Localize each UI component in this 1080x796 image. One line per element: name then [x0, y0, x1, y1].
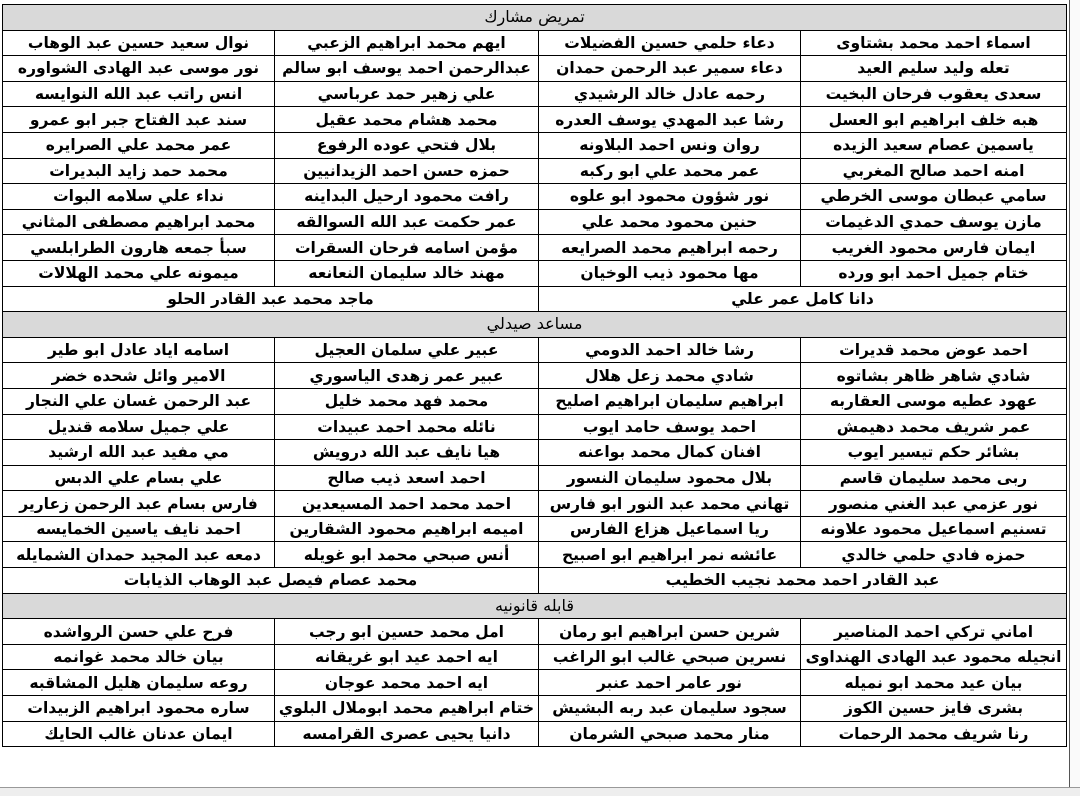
- name-cell: محمد فهد محمد خليل: [275, 388, 539, 414]
- table-row: [3, 260, 1067, 286]
- name-cell: احمد نايف ياسين الخمايسه: [3, 516, 275, 542]
- name-cell: اماني تركي احمد المناصير: [801, 619, 1067, 645]
- name-cell: عمر شريف محمد دهيمش: [801, 414, 1067, 440]
- name-cell: عبير عمر زهدى الياسوري: [275, 363, 539, 389]
- name-cell: انس راتب عبد الله النوايسه: [3, 81, 275, 107]
- name-cell: احمد محمد احمد المسيعدين: [275, 491, 539, 517]
- name-cell: عهود عطيه موسى العقاربه: [801, 388, 1067, 414]
- name-cell: فرح علي حسن الرواشده: [3, 619, 275, 645]
- name-cell: مها محمود ذيب الوخيان: [539, 260, 801, 286]
- table-row: [3, 414, 1067, 440]
- table-row: [3, 209, 1067, 235]
- name-cell: ايمان فارس محمود الغريب: [801, 235, 1067, 261]
- table-row: [3, 670, 1067, 696]
- name-cell: هبه خلف ابراهيم ابو العسل: [801, 107, 1067, 133]
- name-cell: مي مفيد عبد الله ارشيد: [3, 440, 275, 466]
- table-row: [3, 542, 1067, 568]
- name-cell: عمر محمد علي الصرايره: [3, 132, 275, 158]
- table-row: [3, 388, 1067, 414]
- name-cell: ميمونه علي محمد الهلالات: [3, 260, 275, 286]
- name-cell: دانيا يحيى عصرى القرامسه: [275, 721, 539, 747]
- table-row: [3, 337, 1067, 363]
- name-cell: رافت محمود ارحيل البداينه: [275, 184, 539, 210]
- name-cell: شرين حسن ابراهيم ابو رمان: [539, 619, 801, 645]
- name-cell: منار محمد صبحي الشرمان: [539, 721, 801, 747]
- name-cell: احمد يوسف حامد ايوب: [539, 414, 801, 440]
- name-cell: رحمه عادل خالد الرشيدي: [539, 81, 801, 107]
- name-cell: امل محمد حسين ابو رجب: [275, 619, 539, 645]
- name-cell: سجود سليمان عبد ربه البشيش: [539, 696, 801, 722]
- section-header-row: [3, 593, 1067, 619]
- name-cell: تعله وليد سليم العيد: [801, 56, 1067, 82]
- name-cell: سامي عبطان موسى الخرطي: [801, 184, 1067, 210]
- table-row: [3, 465, 1067, 491]
- name-cell-merged: دانا كامل عمر علي: [539, 286, 1067, 312]
- name-cell: ايهم محمد ابراهيم الزعبي: [275, 30, 539, 56]
- table-row: [3, 516, 1067, 542]
- name-cell: روان ونس احمد البلاونه: [539, 132, 801, 158]
- name-cell: عائشه نمر ابراهيم ابو اصبيح: [539, 542, 801, 568]
- name-cell: ختام ابراهيم محمد ابوملال البلوي: [275, 696, 539, 722]
- names-sheet: [2, 4, 1066, 747]
- name-cell: امنه احمد صالح المغربي: [801, 158, 1067, 184]
- vertical-scrollbar[interactable]: [1069, 0, 1080, 796]
- name-cell: دعاء حلمي حسين الفضيلات: [539, 30, 801, 56]
- table-row: [3, 184, 1067, 210]
- table-row: [3, 56, 1067, 82]
- section-title: مساعد صيدلي: [3, 312, 1067, 338]
- name-cell: مازن يوسف حمدي الدغيمات: [801, 209, 1067, 235]
- name-cell: ابراهيم سليمان ابراهيم اصليح: [539, 388, 801, 414]
- name-cell: بشائر حكم تيسير ايوب: [801, 440, 1067, 466]
- name-cell: نور عزمي عبد الغني منصور: [801, 491, 1067, 517]
- name-cell: ربى محمد سليمان قاسم: [801, 465, 1067, 491]
- name-cell-merged: محمد عصام فيصل عبد الوهاب الذيابات: [3, 568, 539, 594]
- section-header-row: [3, 5, 1067, 31]
- name-cell: ايمان عدنان غالب الحايك: [3, 721, 275, 747]
- name-cell: بيان عيد محمد ابو نميله: [801, 670, 1067, 696]
- name-cell: حمزه حسن احمد الزيدانيين: [275, 158, 539, 184]
- name-cell: اسماء احمد محمد بشتاوى: [801, 30, 1067, 56]
- table-row: [3, 107, 1067, 133]
- table-row: [3, 440, 1067, 466]
- horizontal-scrollbar[interactable]: [0, 787, 1080, 796]
- name-cell: نداء علي سلامه البوات: [3, 184, 275, 210]
- section-title: قابله قانونيه: [3, 593, 1067, 619]
- table-row: [3, 491, 1067, 517]
- name-cell: عبدالرحمن احمد يوسف ابو سالم: [275, 56, 539, 82]
- names-table: [2, 4, 1067, 747]
- table-row: [3, 132, 1067, 158]
- name-cell: رحمه ابراهيم محمد الصرايعه: [539, 235, 801, 261]
- table-row: [3, 696, 1067, 722]
- name-cell: علي جميل سلامه قنديل: [3, 414, 275, 440]
- name-cell: نوال سعيد حسين عبد الوهاب: [3, 30, 275, 56]
- name-cell: روعه سليمان هليل المشاقبه: [3, 670, 275, 696]
- name-cell: هيا نايف عبد الله درويش: [275, 440, 539, 466]
- name-cell: بشرى فايز حسين الكوز: [801, 696, 1067, 722]
- name-cell: نور موسى عبد الهادى الشواوره: [3, 56, 275, 82]
- name-cell: عبير علي سلمان العجيل: [275, 337, 539, 363]
- name-cell: حمزه فادي حلمي خالدي: [801, 542, 1067, 568]
- name-cell: انجيله محمود عبد الهادى الهنداوى: [801, 644, 1067, 670]
- name-cell: احمد عوض محمد قديرات: [801, 337, 1067, 363]
- name-cell: فارس بسام عبد الرحمن زعارير: [3, 491, 275, 517]
- name-cell: شادي شاهر ظاهر بشاتوه: [801, 363, 1067, 389]
- name-cell: مؤمن اسامه فرحان السقرات: [275, 235, 539, 261]
- table-row: [3, 721, 1067, 747]
- name-cell: تسنيم اسماعيل محمود علاونه: [801, 516, 1067, 542]
- name-cell: عمر حكمت عبد الله السوالقه: [275, 209, 539, 235]
- name-cell: الامير وائل شحده خضر: [3, 363, 275, 389]
- table-row: [3, 619, 1067, 645]
- name-cell: احمد اسعد ذيب صالح: [275, 465, 539, 491]
- table-row: [3, 363, 1067, 389]
- section-title: تمريض مشارك: [3, 5, 1067, 31]
- name-cell: ساره محمود ابراهيم الزبيدات: [3, 696, 275, 722]
- name-cell: عمر محمد علي ابو ركبه: [539, 158, 801, 184]
- name-cell: سند عبد الفتاح جبر ابو عمرو: [3, 107, 275, 133]
- name-cell-merged: عبد القادر احمد محمد نجيب الخطيب: [539, 568, 1067, 594]
- name-cell: دمعه عبد المجيد حمدان الشمايله: [3, 542, 275, 568]
- name-cell: رنا شريف محمد الرحمات: [801, 721, 1067, 747]
- table-row: [3, 81, 1067, 107]
- name-cell: نسرين صبحي غالب ابو الراغب: [539, 644, 801, 670]
- name-cell: مهند خالد سليمان النعانعه: [275, 260, 539, 286]
- name-cell: حنين محمود محمد علي: [539, 209, 801, 235]
- name-cell: اسامه اياد عادل ابو طير: [3, 337, 275, 363]
- name-cell: علي بسام علي الدبس: [3, 465, 275, 491]
- name-cell-merged: ماجد محمد عبد القادر الحلو: [3, 286, 539, 312]
- table-row-merged: [3, 286, 1067, 312]
- name-cell: محمد هشام محمد عقيل: [275, 107, 539, 133]
- name-cell: أنس صبحي محمد ابو غويله: [275, 542, 539, 568]
- name-cell: ايه احمد محمد عوجان: [275, 670, 539, 696]
- name-cell: دعاء سمير عبد الرحمن حمدان: [539, 56, 801, 82]
- name-cell: سعدى يعقوب فرحان البخيت: [801, 81, 1067, 107]
- name-cell: عبد الرحمن غسان علي النجار: [3, 388, 275, 414]
- name-cell: ايه احمد عيد ابو غريقانه: [275, 644, 539, 670]
- name-cell: ياسمين عصام سعيد الزيده: [801, 132, 1067, 158]
- name-cell: تهاني محمد عبد النور ابو فارس: [539, 491, 801, 517]
- name-cell: محمد حمد زايد البديرات: [3, 158, 275, 184]
- table-row: [3, 30, 1067, 56]
- names-table-body: [3, 5, 1067, 747]
- table-row: [3, 644, 1067, 670]
- name-cell: سبأ جمعه هارون الطرابلسي: [3, 235, 275, 261]
- name-cell: بلال محمود سليمان النسور: [539, 465, 801, 491]
- table-row-merged: [3, 568, 1067, 594]
- name-cell: ريا اسماعيل هزاع الفارس: [539, 516, 801, 542]
- name-cell: رشا خالد احمد الدومي: [539, 337, 801, 363]
- name-cell: محمد ابراهيم مصطفى المثاني: [3, 209, 275, 235]
- name-cell: شادي محمد زعل هلال: [539, 363, 801, 389]
- table-row: [3, 235, 1067, 261]
- section-header-row: [3, 312, 1067, 338]
- name-cell: نائله محمد احمد عبيدات: [275, 414, 539, 440]
- name-cell: نور عامر احمد عنبر: [539, 670, 801, 696]
- name-cell: بلال فتحي عوده الرفوع: [275, 132, 539, 158]
- name-cell: نور شؤون محمود ابو علوه: [539, 184, 801, 210]
- table-row: [3, 158, 1067, 184]
- name-cell: رشا عبد المهدي يوسف العدره: [539, 107, 801, 133]
- name-cell: ختام جميل احمد ابو ورده: [801, 260, 1067, 286]
- name-cell: افنان كمال محمد بواعنه: [539, 440, 801, 466]
- name-cell: علي زهير حمد عرباسي: [275, 81, 539, 107]
- name-cell: بيان خالد محمد غوانمه: [3, 644, 275, 670]
- name-cell: اميمه ابراهيم محمود الشقارين: [275, 516, 539, 542]
